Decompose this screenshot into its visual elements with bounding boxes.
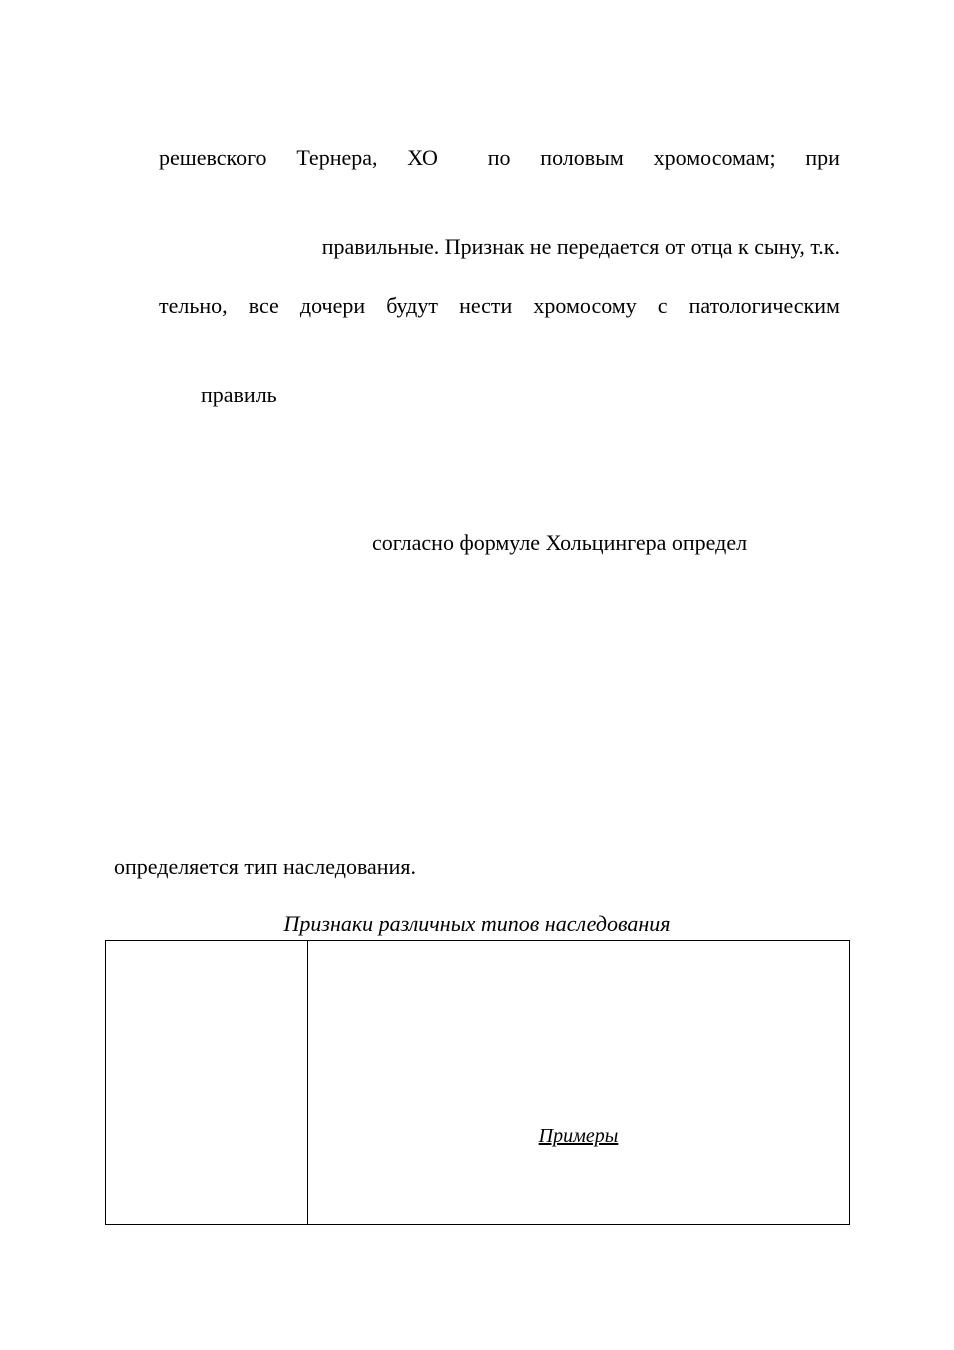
text-line-1 bbox=[159, 144, 840, 172]
word: дочери bbox=[299, 293, 366, 318]
word: решевского bbox=[159, 145, 267, 170]
word: хромосому bbox=[533, 293, 637, 318]
table-caption: Признаки различных типов наследования bbox=[283, 911, 671, 936]
text-line-4: правиль bbox=[201, 382, 277, 407]
text-line-5: согласно формуле Хольцингера определ bbox=[372, 530, 748, 555]
word: Тернера, bbox=[296, 145, 378, 170]
word: по bbox=[487, 145, 511, 170]
word: половым bbox=[540, 145, 624, 170]
examples-cell-label: Примеры bbox=[538, 1125, 619, 1147]
word: все bbox=[248, 293, 279, 318]
text-line-3 bbox=[159, 292, 840, 320]
word: будут bbox=[386, 293, 438, 318]
word: тельно, bbox=[159, 293, 228, 318]
word: нести bbox=[459, 293, 513, 318]
word: при bbox=[805, 145, 840, 170]
text-line-6: определяется тип наследования. bbox=[114, 854, 416, 879]
word: патологическим bbox=[688, 293, 840, 318]
inheritance-table bbox=[105, 940, 850, 1225]
word: ХО bbox=[407, 145, 438, 170]
word: с bbox=[657, 293, 668, 318]
text-line-2: правильные. Признак не передается от отца к сыну, т.к. bbox=[321, 234, 840, 259]
word: хромосомам; bbox=[653, 145, 776, 170]
table-column-divider bbox=[307, 941, 308, 1224]
